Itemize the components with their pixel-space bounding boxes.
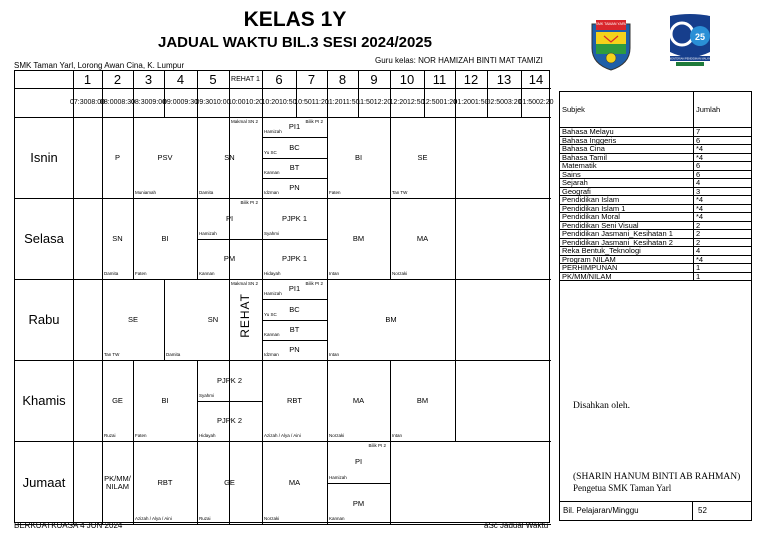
summary-subject: PK/MM/NILAM xyxy=(560,272,694,281)
effective-date: BERKUATKUASA 4 JUN 2024 xyxy=(14,521,123,530)
period-number: REHAT 1 xyxy=(231,75,260,83)
lesson-subject: PI1 xyxy=(288,284,301,293)
period-number: 4 xyxy=(176,71,185,87)
lesson-subject: MA xyxy=(288,477,301,487)
lesson-teacher: Norzaki xyxy=(264,516,280,521)
lesson-subject: SE xyxy=(417,152,428,162)
period-time xyxy=(99,88,136,117)
summary-row xyxy=(560,170,751,179)
summary-header-count: Jumlah xyxy=(694,92,752,128)
lesson-teacher: Damita xyxy=(104,271,119,276)
grid-line xyxy=(455,198,456,279)
period-end: 09:00 xyxy=(148,98,167,106)
grid-line xyxy=(455,360,456,441)
school-crest-icon xyxy=(588,18,634,72)
summary-subject: Bahasa Melayu xyxy=(560,128,694,137)
lesson-room: Bilik PI 2 xyxy=(368,443,386,448)
ministry-name-text: KEMENTERIAN PENDIDIKAN MALAYSIA xyxy=(665,57,715,61)
period-number: 6 xyxy=(275,71,283,87)
summary-count: *4 xyxy=(694,196,752,205)
lesson-subject: BC xyxy=(289,142,300,152)
lesson-room: Makmal SN 2 xyxy=(230,119,258,124)
period-time xyxy=(164,88,197,117)
lesson-room: Bilik PI 2 xyxy=(240,200,258,205)
lesson-subject: PI1 xyxy=(288,122,301,131)
lesson-teacher: Faten xyxy=(135,271,147,276)
lesson-teacher: Ruzai xyxy=(199,516,211,521)
summary-count: 4 xyxy=(694,179,752,188)
lesson-teacher: Kannan xyxy=(329,516,345,521)
lesson-teacher: Kannan xyxy=(264,170,280,175)
lesson-subject: PJPK 2 xyxy=(216,375,242,385)
lesson-teacher: Kannan xyxy=(199,271,215,276)
period-number: 9 xyxy=(370,71,378,87)
lesson-teacher: Azizah / Alya / Aini xyxy=(264,433,301,438)
lesson-subject: PI xyxy=(225,213,234,223)
summary-subject: Matematik xyxy=(560,162,694,171)
crest-banner-text: SMK TAMAN YARL xyxy=(595,22,627,26)
period-start: 12:50 xyxy=(421,98,440,106)
summary-row xyxy=(560,145,751,154)
summary-count: 3 xyxy=(694,187,752,196)
grid-line xyxy=(455,117,456,198)
period-start: 08:00 xyxy=(99,98,118,106)
period-start: 10:20 xyxy=(261,98,279,106)
lesson-teacher: Syahmi xyxy=(199,393,215,398)
period-time xyxy=(390,88,424,117)
timetable-grid xyxy=(14,70,554,523)
summary-subject: Reka Bentuk_Teknologi xyxy=(560,247,694,256)
summary-row xyxy=(560,272,751,281)
summary-count: 6 xyxy=(694,162,752,171)
generator-credit: aSc Jadual Waktu xyxy=(484,521,549,530)
summary-row xyxy=(560,221,751,230)
lesson-teacher: Intan xyxy=(329,271,340,276)
lesson-subject: SN xyxy=(112,233,123,243)
period-number: 14 xyxy=(528,71,544,87)
lesson-subject: SE xyxy=(127,314,138,324)
ministry-logo-icon xyxy=(664,12,716,70)
summary-count: *4 xyxy=(694,213,752,222)
lesson-subject: SN xyxy=(224,152,235,162)
lesson-teacher: Azizah / Alya / Aini xyxy=(135,516,172,521)
lesson-subject: BC xyxy=(289,304,300,314)
class-teacher: Guru kelas: NOR HAMIZAH BINTI MAT TAMIZI xyxy=(375,56,543,65)
grid-line xyxy=(73,117,74,524)
lesson-subject: BI xyxy=(161,395,169,405)
period-end: 01:20 xyxy=(439,98,458,106)
period-number: 3 xyxy=(144,71,153,87)
lesson-teacher: Faten xyxy=(329,190,341,195)
summary-row xyxy=(560,153,751,162)
summary-header-subject: Subjek xyxy=(560,92,694,128)
lesson-room: Bilik PI 2 xyxy=(305,119,323,124)
subject-summary-panel xyxy=(559,91,752,521)
subject-summary-table xyxy=(560,92,751,281)
summary-row xyxy=(560,196,751,205)
period-start: 11:20 xyxy=(325,98,343,106)
period-end: 11:50 xyxy=(342,98,360,106)
period-start: 02:50 xyxy=(486,98,504,106)
period-start: 09:30 xyxy=(195,98,213,106)
weekly-total-label: Bil. Pelajaran/Minggu xyxy=(563,506,639,515)
lesson-room: Bilik PI 2 xyxy=(305,281,323,286)
lesson-subject: PJPK 2 xyxy=(216,416,242,425)
lesson-teacher: Hamizah xyxy=(264,291,282,296)
lesson-subject: PI xyxy=(354,457,363,466)
period-end: 03:20 xyxy=(504,98,522,106)
period-end: 12:20 xyxy=(373,98,392,106)
summary-row xyxy=(560,264,751,273)
summary-row xyxy=(560,179,751,188)
lesson-subject: PJPK 1 xyxy=(281,213,307,223)
lesson-teacher: Hamizah xyxy=(199,231,217,236)
page-title: KELAS 1Y xyxy=(243,8,347,31)
lesson-subject: PJPK 1 xyxy=(281,254,307,263)
period-start: 11:50 xyxy=(356,98,374,106)
summary-row xyxy=(560,230,751,239)
summary-subject: Pendidikan Moral xyxy=(560,213,694,222)
signer-name: (SHARIN HANUM BINTI AB RAHMAN) xyxy=(573,472,741,482)
summary-row xyxy=(560,204,751,213)
lesson-teacher: Yu SC xyxy=(264,312,277,317)
lesson-subject: BI xyxy=(354,152,363,162)
period-end: 12:50 xyxy=(407,98,425,106)
summary-subject: Bahasa Cina xyxy=(560,145,694,154)
lesson-subject: GE xyxy=(224,477,235,487)
summary-subject: Sejarah xyxy=(560,179,694,188)
period-time xyxy=(197,88,229,117)
lesson-teacher: Intan xyxy=(392,433,403,438)
lesson-teacher: Syahmi xyxy=(264,231,280,236)
summary-subject: Program NILAM xyxy=(560,255,694,264)
period-time xyxy=(69,88,106,117)
lesson-subject: PK/MM/ NILAM xyxy=(104,473,131,491)
grid-line xyxy=(390,483,391,524)
period-start: 10:00 xyxy=(227,98,246,106)
period-start: 01:20 xyxy=(453,98,471,106)
summary-count: 7 xyxy=(694,128,752,137)
period-number: 13 xyxy=(496,71,512,87)
lesson-subject: BM xyxy=(352,233,365,243)
period-end: 08:30 xyxy=(117,98,136,106)
summary-count: *4 xyxy=(694,255,752,264)
period-number: 12 xyxy=(463,71,479,87)
summary-row xyxy=(560,187,751,196)
lesson-subject: BM xyxy=(385,314,397,324)
day-label: Selasa xyxy=(24,230,64,246)
period-start: 12:20 xyxy=(389,98,407,106)
lesson-teacher: Ruzai xyxy=(104,433,116,438)
summary-subject: Bahasa Inggeris xyxy=(560,136,694,145)
summary-row xyxy=(560,128,751,137)
svg-text:25: 25 xyxy=(694,32,706,42)
lesson-subject: BI xyxy=(161,233,169,243)
period-start: 08:30 xyxy=(130,98,149,106)
break-label: REHAT xyxy=(238,293,252,338)
summary-count: *4 xyxy=(694,145,752,154)
page-subtitle: JADUAL WAKTU BIL.3 SESI 2024/2025 xyxy=(158,34,432,51)
summary-count: 1 xyxy=(694,264,752,273)
period-time xyxy=(327,88,358,117)
lesson-teacher: Intan xyxy=(329,352,340,357)
period-time xyxy=(487,88,521,117)
summary-count: 1 xyxy=(694,272,752,281)
period-number: 10 xyxy=(399,71,415,87)
summary-subject: Pendidikan Seni Visual xyxy=(560,221,694,230)
day-label: Jumaat xyxy=(22,474,66,490)
period-number: 8 xyxy=(338,71,347,87)
summary-row xyxy=(560,162,751,171)
period-start: 01:50 xyxy=(518,98,536,106)
lesson-teacher: Norzaki xyxy=(329,433,345,438)
summary-row xyxy=(560,238,751,247)
approved-by-label: Disahkan oleh. xyxy=(573,401,630,411)
summary-subject: Pendidikan Jasmani_Kesihatan 2 xyxy=(560,238,694,247)
lesson-teacher: Hidayah xyxy=(264,271,281,276)
summary-subject: Pendidikan Islam 1 xyxy=(560,204,694,213)
summary-count: 6 xyxy=(694,170,752,179)
summary-row xyxy=(560,247,751,256)
summary-subject: Pendidikan Islam xyxy=(560,196,694,205)
period-time xyxy=(296,88,327,117)
lesson-teacher: Faten xyxy=(135,433,147,438)
lesson-teacher: Yu SC xyxy=(264,150,277,155)
lesson-subject: P xyxy=(114,152,120,162)
period-end: 08:00 xyxy=(87,98,106,106)
summary-row xyxy=(560,136,751,145)
lesson-room: Makmal SN 2 xyxy=(230,281,258,286)
summary-count: 6 xyxy=(694,136,752,145)
period-time xyxy=(229,88,262,117)
period-end: 10:50 xyxy=(279,98,297,106)
summary-subject: Pendidikan Jasmani_Kesihatan 1 xyxy=(560,230,694,239)
period-number: 5 xyxy=(209,71,217,87)
period-start: 07:30 xyxy=(69,98,88,106)
lesson-teacher: Hidayah xyxy=(199,433,216,438)
period-end: 11:20 xyxy=(311,98,329,106)
lesson-teacher: Muniamah xyxy=(135,190,157,195)
lesson-subject: RBT xyxy=(287,395,302,405)
period-time xyxy=(518,88,554,117)
period-time xyxy=(262,88,296,117)
lesson-teacher: Tan TW xyxy=(104,352,120,357)
lesson-teacher: Kannan xyxy=(264,332,280,337)
period-end: 01:50 xyxy=(471,98,489,106)
signer-role: Pengetua SMK Taman Yarl xyxy=(573,483,672,493)
lesson-teacher: Hamizah xyxy=(264,129,282,134)
summary-subject: Sains xyxy=(560,170,694,179)
summary-divider-v xyxy=(692,501,693,520)
grid-line xyxy=(455,279,456,360)
lesson-subject: GE xyxy=(112,395,123,405)
summary-subject: Bahasa Tamil xyxy=(560,153,694,162)
lesson-subject: SN xyxy=(207,314,219,324)
lesson-teacher: Idzman xyxy=(264,352,279,357)
lesson-teacher: Idzman xyxy=(264,190,279,195)
period-end: 09:30 xyxy=(180,98,199,106)
period-time xyxy=(130,88,167,117)
period-time xyxy=(358,88,390,117)
period-number: 2 xyxy=(113,71,122,87)
lesson-subject: BT xyxy=(289,325,300,334)
lesson-subject: RBT xyxy=(157,477,173,487)
lesson-teacher: Damita xyxy=(166,352,181,357)
summary-count: 4 xyxy=(694,247,752,256)
summary-row xyxy=(560,255,751,264)
lesson-subject: PM xyxy=(223,254,236,263)
summary-count: 2 xyxy=(694,221,752,230)
lesson-subject: BM xyxy=(416,395,429,405)
weekly-total-value: 52 xyxy=(698,506,707,515)
period-start: 09:00 xyxy=(162,98,181,106)
period-number: 7 xyxy=(307,71,316,87)
lesson-subject: PSV xyxy=(157,152,173,162)
school-name: SMK Taman Yarl, Lorong Awan Cina, K. Lumpur xyxy=(14,61,185,70)
lesson-subject: MA xyxy=(416,233,429,243)
period-time xyxy=(421,88,458,117)
lesson-teacher: Hamizah xyxy=(329,475,347,480)
lesson-teacher: Damita xyxy=(199,190,214,195)
summary-subject: PERHIMPUNAN xyxy=(560,264,694,273)
lesson-subject: PN xyxy=(289,345,300,354)
lesson-subject: PN xyxy=(289,183,300,192)
period-start: 10:50 xyxy=(294,98,312,106)
day-label: Rabu xyxy=(28,311,60,327)
period-time xyxy=(455,88,487,117)
summary-count: 2 xyxy=(694,238,752,247)
summary-row xyxy=(560,213,751,222)
lesson-subject: BT xyxy=(289,163,300,172)
grid-line xyxy=(390,441,391,483)
lesson-teacher: Tan TW xyxy=(392,190,408,195)
lesson-subject: PM xyxy=(352,498,365,508)
period-number: 11 xyxy=(432,71,447,87)
lesson-subject: MA xyxy=(352,395,365,405)
summary-divider xyxy=(560,501,751,502)
summary-count: 2 xyxy=(694,230,752,239)
period-end: 02:20 xyxy=(536,98,554,106)
summary-count: *4 xyxy=(694,204,752,213)
lesson-teacher: Norzaki xyxy=(392,271,408,276)
period-number: 1 xyxy=(83,71,92,87)
summary-count: *4 xyxy=(694,153,752,162)
day-label: Isnin xyxy=(30,149,58,165)
summary-subject: Geografi xyxy=(560,187,694,196)
period-end: 10:20 xyxy=(245,98,264,106)
period-end: 10:00 xyxy=(213,98,231,106)
day-label: Khamis xyxy=(22,392,66,408)
